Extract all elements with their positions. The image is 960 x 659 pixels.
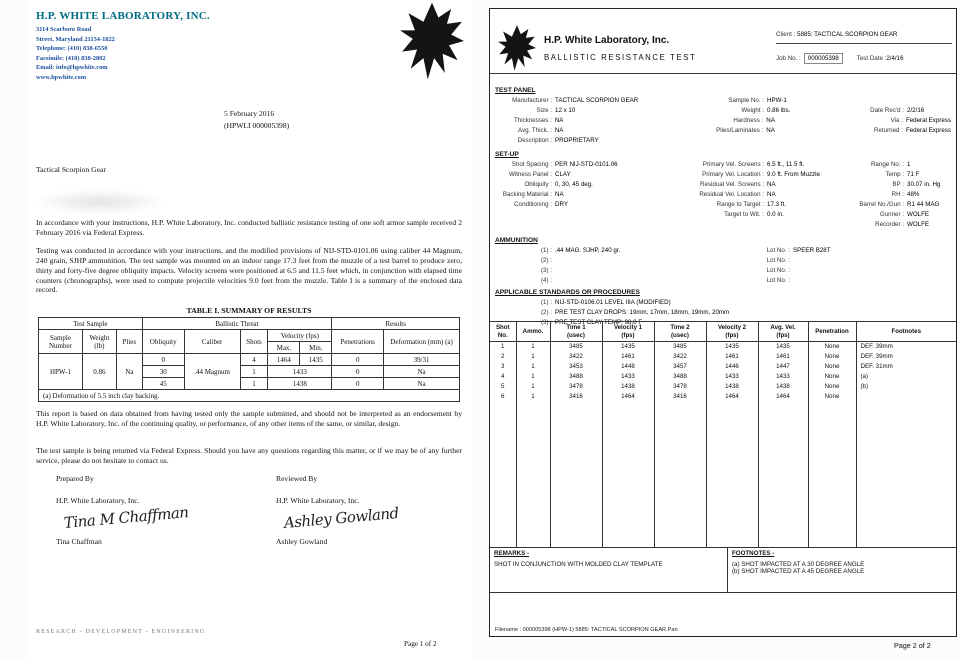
reviewed-by-signature: Ashley Gowland: [283, 504, 400, 532]
field-value: R1 44 MAG: [907, 201, 940, 208]
col-obliquity: Obliquity: [142, 330, 184, 354]
fax-line: Facsimile: (410) 838-2802: [36, 54, 106, 62]
field-label: Lot No. :: [766, 277, 790, 284]
col-ammo: Ammo.: [516, 322, 550, 342]
remarks-box: [490, 548, 728, 592]
cell-obliquity: 45: [142, 378, 184, 390]
field-label: Primary Vel. Screens :: [702, 161, 764, 168]
col-footnotes: Footnotes: [856, 322, 956, 342]
col-caliber: Caliber: [184, 330, 240, 354]
field-value: 6.5 ft., 11.5 ft.: [767, 161, 805, 168]
address-line-1: 3114 Scarboro Road: [36, 26, 92, 33]
report-date: 5 February 2016: [224, 109, 275, 118]
company-name: H.P. WHITE LABORATORY, INC.: [36, 10, 210, 22]
shot-row: 2 1 3422 1461 3422 1461 1461 None DEF. 39mm: [490, 352, 956, 362]
col-penetration: Penetration: [808, 322, 856, 342]
field-value: 0.86 lbs.: [767, 107, 791, 114]
col-time-2: Time 2 (usec): [654, 322, 706, 342]
prepared-by-company: H.P. White Laboratory, Inc.: [56, 496, 140, 505]
field-value: 12 x 10: [555, 107, 576, 114]
group-test-sample: Test Sample: [39, 318, 143, 330]
prepared-by-name: Tina Chaffman: [56, 537, 102, 546]
job-number: 000005398: [804, 53, 843, 64]
field-value: 30.07 in. Hg: [907, 181, 941, 188]
field-value: CLAY: [555, 171, 571, 178]
cell-deformation: 39/31: [384, 354, 460, 366]
shot-row: 5 1 3478 1438 3478 1438 1438 None (b): [490, 382, 956, 392]
field-value: .44 MAG. SJHP, 240 gr.: [555, 247, 621, 254]
col-time-1: Time 1 (usec): [550, 322, 602, 342]
setup-section: [495, 143, 951, 231]
cell-deformation: Na: [384, 378, 460, 390]
report-title: BALLISTIC RESISTANCE TEST: [544, 53, 697, 62]
redacted-address-smudge: [34, 190, 166, 214]
footnotes-title: FOOTNOTES -: [732, 550, 775, 557]
cell-max: 1464: [268, 354, 300, 366]
field-label: Range to Target :: [716, 201, 764, 208]
group-ballistic-threat: Ballistic Threat: [142, 318, 331, 330]
field-value: NA: [767, 181, 776, 188]
field-value: NA: [767, 191, 776, 198]
cell-shots: 4: [240, 354, 268, 366]
field-value: HPW-1: [767, 97, 787, 104]
field-label: Residual Vel. Screens :: [700, 181, 764, 188]
cell-shots: 1: [240, 366, 268, 378]
field-label: (3) :: [540, 319, 552, 326]
paragraph-disclaimer: This report is based on data obtained from having tested only the sample submitted, and should not be interpreted as an endorsement by H.P. White Laboratory, Inc. of the continuing quality, or performance, of any other items of the same, or similar, design.: [36, 409, 462, 428]
field-label: Temp :: [885, 171, 904, 178]
field-label: Lot No. :: [766, 247, 790, 254]
prepared-by-block: [56, 474, 189, 546]
field-value: 17.3 ft.: [767, 201, 786, 208]
col-plies: Plies: [116, 330, 142, 354]
field-label: Conditioning :: [514, 201, 552, 208]
reviewed-by-name: Ashley Gowland: [276, 537, 328, 546]
field-label: Residual Vel. Location :: [699, 191, 764, 198]
group-results: Results: [332, 318, 460, 330]
field-value: SPEER B28T: [793, 247, 831, 254]
filename-line: Filename : 000005398 (HPW-1) 5885: TACTICAL SCORPION GEAR.Pan: [495, 627, 678, 633]
field-label: Hardness :: [733, 117, 764, 124]
footer-motto: RESEARCH - DEVELOPMENT - ENGINEERING: [36, 629, 206, 635]
field-label: Witness Panel :: [509, 171, 552, 178]
field-label: Backing Material :: [502, 191, 552, 198]
col-deformation: Deformation (mm) (a): [384, 330, 460, 354]
field-value: Federal Express: [905, 117, 951, 124]
cell-weight: 0.86: [82, 354, 116, 390]
test-date-label: Test Date :: [856, 55, 887, 62]
field-label: Date Rec'd :: [870, 107, 904, 114]
field-value: 1: [907, 161, 911, 168]
footnote-a: (a) SHOT IMPACTED AT A 30 DEGREE ANGLE: [732, 561, 865, 568]
job-row: [776, 53, 952, 64]
field-label: Description :: [517, 137, 552, 144]
field-value: PER NIJ-STD-0101.06: [555, 161, 618, 168]
empty-rows-filler: [490, 402, 956, 547]
cell-deformation: Na: [384, 366, 460, 378]
field-label: Sample No. :: [728, 97, 764, 104]
field-label: Obliquity :: [524, 181, 552, 188]
shots-table-block: [490, 321, 956, 547]
email-line: Email: info@hpwhite.com: [36, 64, 108, 72]
field-label: Via :: [890, 117, 903, 124]
reviewed-by-company: H.P. White Laboratory, Inc.: [276, 496, 360, 505]
field-value: NA: [554, 117, 564, 124]
ammunition-title: AMMUNITION: [495, 237, 538, 244]
field-value: 9.0 ft. From Muzzle: [767, 171, 820, 178]
company-address: [36, 25, 210, 83]
address-line-2: Street, Maryland 21154-1822: [36, 35, 115, 43]
col-velocity-1: Velocity 1 (fps): [602, 322, 654, 342]
field-label: Shot Spacing :: [511, 161, 552, 168]
field-value: NA: [555, 191, 564, 198]
field-value: PRE TEST CLAY DROPS: 19mm, 17mm, 18mm, 19mm, 20mm: [555, 309, 730, 316]
shot-row: 6 1 3416 1464 3416 1464 1464 None: [490, 392, 956, 402]
field-label: Manufacturer :: [512, 97, 552, 104]
field-label: Recorder :: [875, 221, 904, 228]
date-block: [224, 108, 289, 132]
summary-table-title: TABLE I. SUMMARY OF RESULTS: [186, 306, 312, 315]
field-label: Target to Wit. :: [724, 211, 764, 218]
client-value: 5885: TACTICAL SCORPION GEAR: [797, 31, 898, 38]
cell-caliber: .44 Magnum: [184, 354, 240, 390]
field-label: RH :: [891, 191, 904, 198]
field-label: Lot No. :: [766, 257, 790, 264]
cell-velocity: 1433: [268, 366, 332, 378]
field-label: Gunner :: [879, 211, 904, 218]
paragraph-method: Testing was conducted in accordance with your instructions, and the modified provisions of NIJ-STD-0101.06 using caliber 44 Magnum, 240 grain, SJHP ammunition. The test sample was mounted on an indoor range 17.3 feet from the muzzle of a test barrel to produce zero, thirty and forty-five degree obliquity impacts. Velocity screens were positioned at 6.5 and 11.5 feet which, in conjunction with elapsed time counters (chronographs), were used to compute projectile velocities 9.0 feet from the muzzle. Table I is a summary of the enclosed data record.: [36, 246, 462, 295]
col-velocity-max: Max.: [268, 342, 300, 354]
table-footnote: (a) Deformation of 5.5 inch clay backing.: [39, 390, 460, 402]
test-panel-section: [495, 79, 951, 147]
field-label: (4) :: [540, 277, 552, 284]
test-date-value: 2/4/16: [886, 55, 904, 62]
ammunition-section: [495, 229, 951, 287]
company-name: H.P. White Laboratory, Inc.: [544, 35, 670, 46]
cell-sample: HPW-1: [39, 354, 83, 390]
field-label: Lot No. :: [766, 267, 790, 274]
shots-table: [490, 322, 956, 547]
report-reference: (HPWLI 000005398): [224, 120, 290, 130]
job-label: Job No. :: [776, 55, 801, 62]
page-1-label: Page 1 of 2: [404, 640, 437, 648]
field-label: (1) :: [540, 299, 552, 306]
remarks-footnotes-row: [490, 547, 956, 593]
field-value: DRY: [555, 201, 568, 208]
cell-penetrations: 0: [332, 378, 384, 390]
field-label: BP :: [892, 181, 904, 188]
remarks-title: REMARKS -: [494, 550, 530, 557]
field-label: (3) :: [540, 267, 552, 274]
col-penetrations: Penetrations: [332, 330, 384, 354]
standards-title: APPLICABLE STANDARDS OR PROCEDURES: [495, 289, 640, 296]
field-value: 2/2/16: [907, 107, 925, 114]
col-weight: Weight (lb): [82, 330, 116, 354]
field-value: NA: [766, 127, 775, 134]
cell-shots: 1: [240, 378, 268, 390]
cell-penetrations: 0: [332, 366, 384, 378]
table-row: [39, 354, 460, 366]
prepared-by-label: Prepared By: [56, 474, 94, 483]
letterhead: [36, 10, 210, 83]
reviewed-by-block: [276, 474, 399, 546]
field-label: (1) :: [540, 247, 552, 254]
cell-velocity: 1438: [268, 378, 332, 390]
field-label: (2) :: [540, 309, 552, 316]
field-label: Avg. Thick. :: [518, 127, 552, 134]
field-value: TACTICAL SCORPION GEAR: [555, 97, 639, 104]
field-value: 48%: [907, 191, 920, 198]
field-value: 0, 30, 45 deg.: [555, 181, 593, 188]
field-label: Weight :: [741, 107, 764, 114]
header-divider: [490, 73, 956, 74]
remarks-text: SHOT IN CONJUNCTION WITH MOLDED CLAY TEMPLATE: [494, 561, 663, 568]
field-value: 71 F: [907, 171, 920, 178]
prepared-by-signature: Tina M Chaffman: [63, 503, 190, 532]
field-value: Federal Express: [905, 127, 951, 134]
test-panel-title: TEST PANEL: [495, 87, 536, 94]
phone-line: Telephone: (410) 838-6550: [36, 45, 108, 53]
col-velocity-min: Min.: [300, 342, 332, 354]
field-label: Range No. :: [870, 161, 904, 168]
reviewed-by-label: Reviewed By: [276, 474, 318, 483]
footnote-b: (b) SHOT IMPACTED AT A 45 DEGREE ANGLE: [732, 568, 865, 575]
shot-row: 3 1 3453 1448 3457 1446 1447 None DEF. 31mm: [490, 362, 956, 372]
col-shot-no: Shot No.: [490, 322, 516, 342]
report-page-1: [26, 0, 472, 659]
paragraph-intro: In accordance with your instructions, H.P. White Laboratory, Inc. conducted ballistic resistance testing of one soft armor sample received 2 February 2016 via Federal Express.: [36, 218, 462, 237]
field-label: Thicknesses :: [514, 117, 552, 124]
hpwhite-leaf-logo: [400, 2, 464, 80]
page-2-label: Page 2 of 2: [894, 641, 931, 650]
cell-penetrations: 0: [332, 354, 384, 366]
report-page-2: [489, 8, 957, 637]
client-row: [776, 31, 952, 44]
field-label: Barrel No./Gun :: [859, 201, 904, 208]
recipient-name: Tactical Scorpion Gear: [36, 165, 106, 174]
field-value: NA: [554, 127, 564, 134]
field-value: WOLFE: [907, 211, 930, 218]
field-label: Returned :: [874, 127, 903, 134]
col-avg-vel: Avg. Vel. (fps): [758, 322, 808, 342]
col-velocity: Velocity (fps): [268, 330, 332, 342]
shot-row: 4 1 3488 1433 3488 1433 1433 None (a): [490, 372, 956, 382]
field-label: Size :: [536, 107, 552, 114]
col-sample-number: Sample Number: [39, 330, 83, 354]
summary-table: [38, 317, 460, 402]
field-value: WOLFE: [907, 221, 930, 228]
cell-obliquity: 0: [142, 354, 184, 366]
field-value: 0.0 in.: [767, 211, 784, 218]
field-value: PRE TEST CLAY TEMP: 98.0 F: [555, 319, 643, 326]
cell-plies: Na: [116, 354, 142, 390]
field-label: Plies/Laminates :: [716, 127, 764, 134]
website-line: www.hpwhite.com: [36, 74, 87, 82]
field-value: NA: [766, 117, 775, 124]
field-label: (2) :: [540, 257, 552, 264]
field-label: Primary Vel. Location :: [702, 171, 764, 178]
field-value: NIJ-STD-0106.01 LEVEL IIIA (MODIFIED): [555, 299, 671, 306]
cell-obliquity: 30: [142, 366, 184, 378]
col-shots: Shots: [240, 330, 268, 354]
hpwhite-leaf-logo: [498, 23, 536, 73]
summary-table-block: [38, 306, 460, 402]
client-label: Client :: [776, 31, 796, 38]
col-velocity-2: Velocity 2 (fps): [706, 322, 758, 342]
footnotes-box: [728, 548, 956, 592]
paragraph-closing: The test sample is being returned via Federal Express. Should you have any questions regarding this matter, or if we may be of any further service, please do not hesitate to contact us.: [36, 446, 462, 465]
setup-title: SET-UP: [495, 151, 519, 158]
field-value: PROPRIETARY: [555, 137, 599, 144]
cell-min: 1435: [300, 354, 332, 366]
shot-row: 1 1 3485 1435 3485 1435 1435 None DEF. 39mm: [490, 342, 956, 352]
